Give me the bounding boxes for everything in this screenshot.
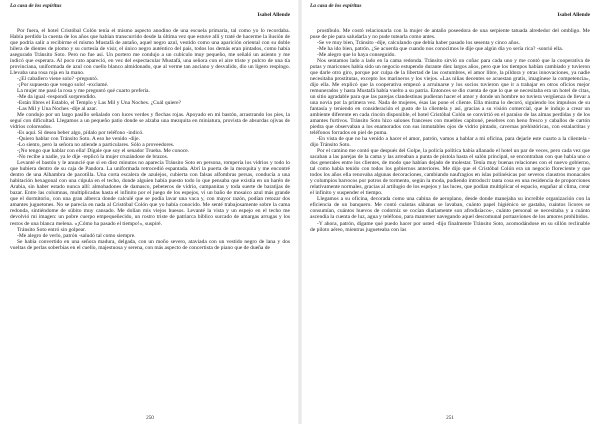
paragraph: Tránsito Soto entró sin golpear. [17, 226, 87, 233]
paragraph: -En vista de que no ha venido a hacer el amor, patrón, vamos a hablar a mi oficina, para dejarle este cuarto a la clientela -dijo Tránsito Soto. [310, 136, 590, 149]
paragraph: -Se ve muy bien, Tránsito -dije, calculando que debía haber pasado los sesenta y cinco años. [317, 40, 520, 47]
paragraph: -No recibe a nadie, ya le dije -replicó la mujer cruzándose de brazos. [17, 154, 169, 161]
paragraph: -Están libres el Establo, el Templo y Las Mil y Una Noches. ¿Cuál quiere? [17, 100, 182, 107]
paragraph: Nos sentamos lado a lado en la cama redonda. Tránsito sirvió un coñac para cada uno y me contó que la cooperativa de putas y maricones había sido un negocio estupendo durante diez largos años, pero que los tiempos habían cambiado y tuvieron que darle otro giro, porque por culpa de la libertad de las costumbres, el amor libre, la píldora y otras innovaciones, ya nadie necesitaba prostitutas, excepto los marineros y los viejos. «Las niñas decentes se acuestan gratis, imagínese la competencia», dijo ella. Me explicó que la cooperativa empezó a arruinarse y los socios tuvieron que ir a trabajar en otros oficios mejor remunerados y hasta Mustafá había vuelto a su patria. Entonces se dio cuenta de que lo que se necesitaba era un hotel de citas, un sitio agradable para que las parejas clandestinas pudieran hacer el amor y donde un hombre no tuviera vergüenza de llevar a una novia por la primera vez. Nada de mujeres, ésas las pone el cliente. Ella misma lo decoró, siguiendo los impulsos de su fantasía y teniendo en consideración el gusto de la clientela y así, gracias a su visión comercial, que le indujo a crear un ambiente diferente en cada rincón disponible, el hotel Cristóbal Colón se convirtió en el paraíso de las almas perdidas y de los amantes furtivos. Tránsito Soto hizo salones franceses con muebles capitoné, pesebres con heno fresco y caballos de cartón piedra que observaban a los enamorados con sus inmutables ojos de vidrio pintado, cavernas prehistóricas, con estalactitas y teléfonos forrados en piel de puma. [310, 58, 590, 137]
running-head-title: La casa de los espíritus [10, 3, 62, 9]
paragraph: -¿El caballero viene solo? -preguntó. [17, 76, 99, 83]
right-page [306, 0, 594, 424]
book-gutter [298, 0, 302, 424]
paragraph: -¡No tengo que hablar con ella! Dígale que soy el senador Trueba. Me conoce. [17, 148, 190, 155]
paragraph: Llegamos a su oficina, decorada como una cabina de aeroplano, desde donde manejaba su increíble organización con la eficiencia de un banquero. Me contó cuántas sábanas se lavaban, cuánto papel higiénico se gastaba, cuántos licores se consumían, cuántos huevos de codorniz se cocían diariamente son afrodisíacos-, cuánto personal se necesitaba y a cuánto ascendía la cuenta de luz, agua y teléfono, para mantener navegando aquel descomunal portaaviones de los amores prohibidos. [310, 196, 590, 221]
paragraph: -Me da igual -respondí sorprendido. [17, 94, 97, 101]
right-page-number: 251 [446, 415, 454, 421]
paragraph: -Me ha ido bien, patrón. ¿Se acuerda que cuando nos conocimos le dije que algún día yo sería rica? -sonrió ella. [317, 46, 564, 53]
paragraph: Por el camino me contó que después del Golpe, la policía política había allanado el hotel un par de veces, pero cada vez que sacaban a las parejas de la cama y las arreaban a punta de pistola hasta el salón principal, se encontraban con que había uno o dos generales entre los clientes, de modo que habían dejado de molestar. Tenía muy buenas relaciones con el nuevo gobierno, tal como había tenido con todos los gobiernos anteriores. Me dijo que el Cristóbal Colón era un negocio floreciente y que todos los años ella renovaba algunas decoraciones, cambiando naufragios en islas polinésicas por severos claustros monacales y columpios barrocos por potros de tormento, según la moda, pudiendo introducir tanta cosa en una residencia de proporciones relativamente normales, gracias al artilugio de los espejos y las luces, que podían multiplicar el espacio, engañar al clima, crear el infinito y suspender el tiempo. [310, 148, 590, 197]
paragraph: -Es aquí. Si desea beber algo, pídalo por teléfono -indicó. [17, 130, 144, 137]
paragraph: -Lo siento, pero la señora no atiende a particulares. Sólo a proveedores. [17, 142, 175, 149]
paragraph: -Las Mil y Una Noches -dije al azar. [17, 106, 98, 113]
paragraph: -¡Por supuesto que vengo solo! -exclamé. [17, 82, 109, 89]
paragraph: Por fuera, el hotel Cristóbal Colón tenía el mismo aspecto anodino de una escuela primaria, tal como yo lo recordaba. Había perdido la cuenta de los años que habían transcurrido desde la última vez que estuve allí y traté de hacerme la ilusión de que podría salir a recibirme el mismo Mustafá de antaño, aquel negro azul, vestido como una aparición oriental con su doble hilera de dientes de plomo y su cortesía de visir, el único negro auténtico del país, todos los demás eran pintados, como había asegurado Tránsito Soto. Pero no fue así. Un portero me condujo a un cubículo muy pequeño, me señaló un asiento y me indicó que esperara. Al poco rato apareció, en vez del espectacular Mustafá, una señora con el aire triste y pulcro de una tía provinciana, uniformada de azul con cuello blanco almidonado, que al verme tan anciano y desvalido, dio un ligero respingo. Llevaba una rosa roja en la mano. [10, 28, 290, 77]
paragraph: Levanté el bastón y le anuncié que si en diez minutos no aparecía Tránsito Soto en persona, rompería los vidrios y todo lo que hubiera dentro de su caja de Pandora. La uniformada retrocedió espantada. Abrí la puerta de la mezquita y me encontré dentro de una Alhambra de pacotilla. Una corta escalera de azulejos, cubierta con falsas alfombras persas, conducía a una habitación hexagonal con una cúpula en el techo, donde alguien había puesto todo lo que pensaba que existía en un harén de Arabia, sin haber estado nunca allí: almohadones de damasco, pebeteros de vidrio, campanitas y toda suerte de baratijas de bazar. Entre las columnas, multiplicadas hasta el infinito por el juego de los espejos, vi un baño de mosaico azul más grande que el dormitorio, con una gran alberca donde calculé que se podía lavar una vaca y, con mayor razón, podían retozar dos amantes juguetones. No se parecía en nada al Cristóbal Colón que yo había conocido. Me senté trabajosamente sobre la cama redonda, sintiéndome de súbito muy cansado. Me dolían mis viejos huesos. Levanté la vista y un espejo en el techo me devolvió mi imagen: un pobre cuerpo empequeñecido, un rostro triste de patriarca bíblico surcado de amargas arrugas y los restos de una blanca melena. «¡Cómo ha pasado el tiempo!», suspiré. [10, 160, 290, 227]
right-page-body [310, 28, 590, 410]
paragraph: Me condujo por un largo pasillo señalado con luces verdes y flechas rojas. Apoyado en mi bastón, arrastrando los pies, la seguí con dificultad. Llegamos a un pequeño patio donde se alzaba una mezquita en miniatura, provista de absurdas ojivas de vidrios coloreados. [10, 112, 290, 131]
paragraph: -Me alegro que lo haya conseguido. [317, 52, 396, 59]
paragraph: -Y ahora, patrón, dígame qué puedo hacer por usted -dijo finalmente Tránsito Soto, acomodándose en su sillón reclinable de piloto aéreo, mientras jugueteaba con las [310, 220, 590, 233]
left-page-header [10, 3, 290, 25]
left-page-body [10, 28, 290, 410]
paragraph: -Me alegro de verlo, patrón -saludó tal como siempre. [17, 232, 136, 239]
right-page-header [310, 3, 590, 25]
left-page-number: 250 [146, 415, 154, 421]
running-head-title: La casa de los espíritus [310, 3, 362, 9]
paragraph: La mujer me pasó la rosa y me preguntó qué cuarto prefería. [17, 88, 150, 95]
running-head-author: Isabel Allende [257, 12, 290, 18]
paragraph: -Quiero hablar con Tránsito Soto. A eso he venido -dije. [17, 136, 140, 143]
left-page [6, 0, 294, 424]
paragraph: Se había convertido en una señora madura, delgada, con un moño severo, ataviada con un vestido negro de lana y dos vueltas de perlas soberbias en el cuello, majestuosa y serena, con más aspecto de concertista de piano que de dueña de [10, 238, 290, 251]
paragraph: prostíbulo. Me costó relacionarla con la mujer de antaño poseedora de una serpiente tatuada alrededor del ombligo. Me puse de pie para saludarla y no pude tutearla como antes. [310, 28, 590, 41]
running-head-author: Isabel Allende [557, 12, 590, 18]
